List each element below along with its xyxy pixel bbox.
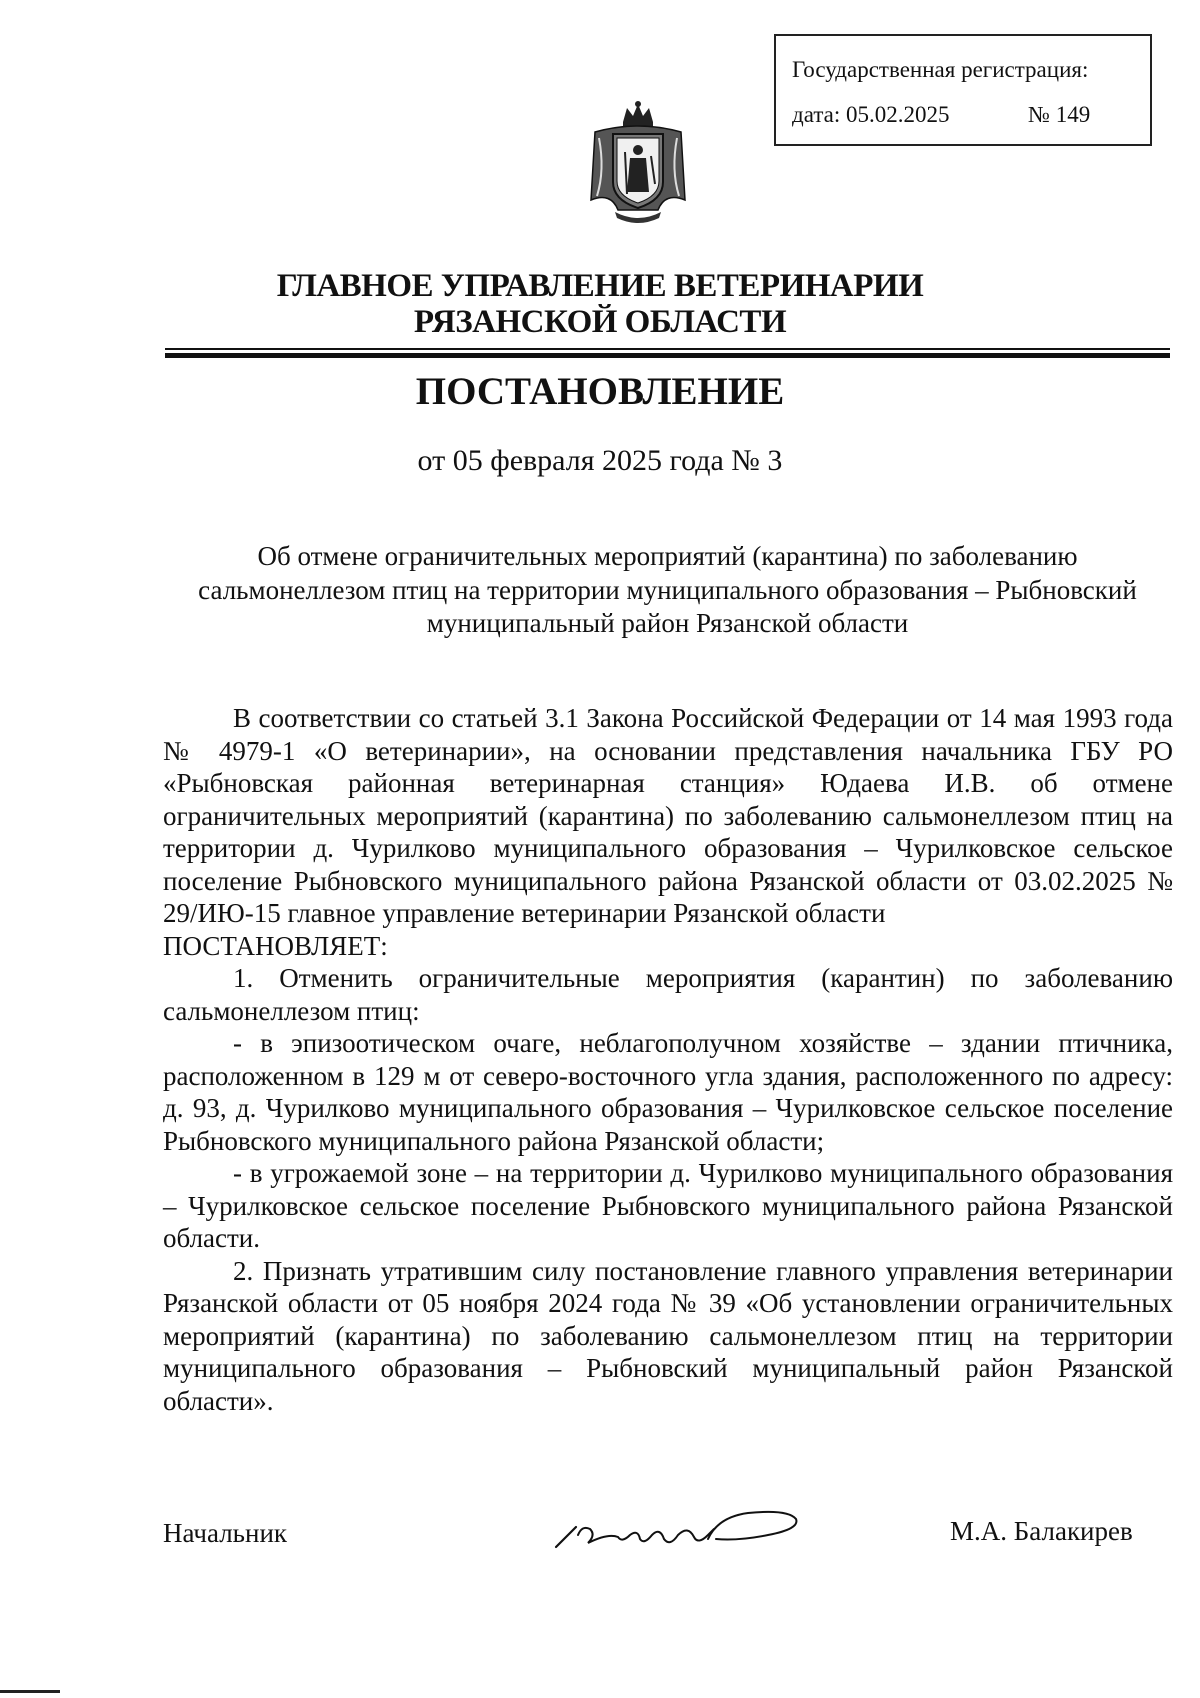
registration-title: Государственная регистрация: — [792, 57, 1089, 82]
registration-date: дата: 05.02.2025 — [792, 102, 950, 127]
organization-name-line2: РЯЗАНСКОЙ ОБЛАСТИ — [413, 304, 787, 340]
item-1a-paragraph: - в эпизоотическом очаге, неблагополучном хозяйстве – здании птичника, расположенном в 129 м от северо-восточного угла здания, расположенного по адресу: д. 93, д. Чурилково муниципального образования – Чурилковское сельское поселение Рыбновского муниципального района Рязанской области; — [163, 1028, 1173, 1156]
header-divider-thin — [165, 348, 1170, 350]
document-date-number: от 05 февраля 2025 года № 3 — [417, 444, 783, 477]
item-1b-paragraph: - в угрожаемой зоне – на территории д. Чурилково муниципального образования – Чурилковское сельское поселение Рыбновского муниципального района Рязанской области. — [163, 1158, 1173, 1253]
coat-of-arms-icon — [585, 100, 691, 228]
document-type: ПОСТАНОВЛЕНИЕ — [415, 370, 785, 413]
organization-name-line1: ГЛАВНОЕ УПРАВЛЕНИЕ ВЕТЕРИНАРИИ — [276, 268, 924, 304]
preamble-paragraph: В соответствии со статьей 3.1 Закона Российской Федерации от 14 мая 1993 года № 4979-1 «О ветеринарии», на основании представления начальника ГБУ РО «Рыбновская районная ветеринарная станция» Юдаева И.В. об отмене ограничительных мероприятий (карантина) по заболеванию сальмонеллезом птиц на территории д. Чурилково муниципального образования – Чурилковское сельское поселение Рыбновского муниципального района Рязанской области от 03.02.2025 № 29/ИЮ-15 главное управление ветеринарии Рязанской области — [163, 703, 1173, 928]
decree-word: ПОСТАНОВЛЯЕТ: — [163, 930, 388, 961]
registration-stamp — [774, 34, 1152, 146]
signer-name: М.А. Балакирев — [950, 1516, 1133, 1546]
header-divider-thick — [165, 353, 1170, 358]
document-subject: Об отмене ограничительных мероприятий (карантина) по заболеванию сальмонеллезом птиц на территории муниципального образования – Рыбновский муниципальный район Рязанской области — [198, 541, 1137, 638]
signer-position: Начальник — [163, 1518, 288, 1548]
item-1-paragraph: 1. Отменить ограничительные мероприятия (карантин) по заболеванию сальмонеллезом птиц: — [163, 963, 1173, 1026]
document-body — [163, 702, 1173, 1417]
scan-edge-mark — [0, 1690, 60, 1693]
handwritten-signature-icon — [548, 1495, 828, 1555]
registration-number: № 149 — [1028, 102, 1091, 127]
item-2-paragraph: 2. Признать утратившим силу постановление главного управления ветеринарии Рязанской области от 05 ноября 2024 года № 39 «Об установлении ограничительных мероприятий (карантина) по заболеванию сальмонеллезом птиц на территории муниципального образования – Рыбновский муниципальный район Рязанской области». — [163, 1255, 1173, 1416]
